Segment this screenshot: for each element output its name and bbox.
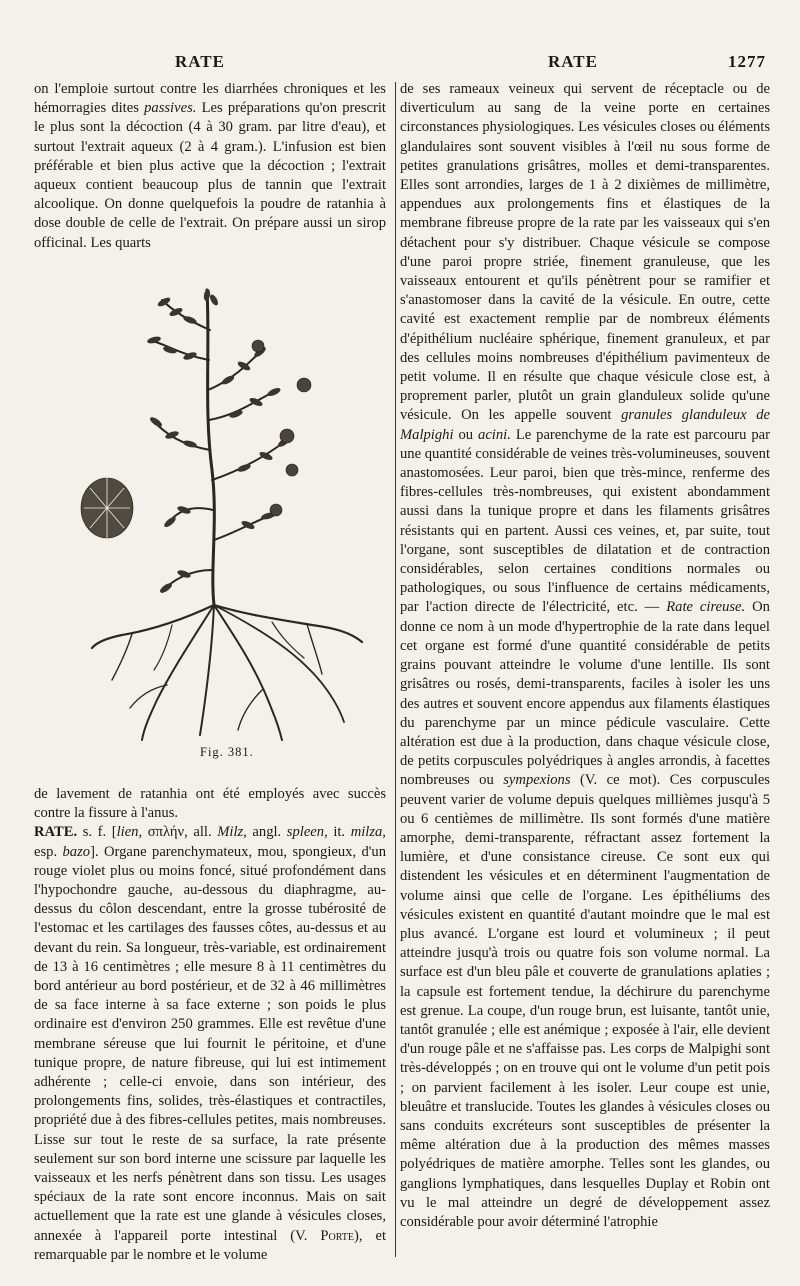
entry-headword: RATE. xyxy=(34,824,78,841)
figure-caption: Fig. 381. xyxy=(200,745,254,759)
fruit-detail xyxy=(81,475,133,538)
running-head-right: RATE xyxy=(548,52,598,71)
running-head-left: RATE xyxy=(175,52,225,71)
rate-entry: RATE. s. f. [lien, σπλήν, all. Milz, angl. spleen, it. milza, esp. bazo]. Organe parenchymateux, mou, spongieux, d'un rouge violet plus ou moins foncé, situé profondément dans l'hypochondre gauche, au-dessous du diaphragme, au-dessus du côlon descendant, entre la grosse tubérosité de l'estomac et les cartilages des fausses côtes, au-dessus et au devant du rein. Sa longueur, très-variable, est ordinairement de 13 à 16 centimètres ; elle mesure 8 à 11 centimètres du bord antérieur au bord postérieur, et de 32 à 46 millimètres de sa face interne à sa face externe ; son poids le plus ordinaire est d'environ 250 grammes. Elle est revêtue d'une membrane séreuse que lui fournit le péritoine, et d'une tunique propre, de nature fibreuse, qui lui est intimement adhérente ; celle-ci envoie, dans son intérieur, des prolongements fins, solides, très-élastiques et contractiles, propriété due à des fibres-cellules petites, mais nombreuses. Lisse sur tout le reste de sa surface, la rate présente seulement sur son bord interne une scissure par laquelle les vaisseaux et les nerfs pénètrent dans son tissu. Les usages spéciaux de la rate sont encore inconnus. Mais on sait actuellement que la rate est une glande à vésicules closes, annexée à l'appareil porte intestinal (V. Porte), et remarquable par le nombre et le volume xyxy=(34,824,386,1263)
left-column-top-text xyxy=(34,80,386,253)
ratanhia-paragraph-end: de lavement de ratanhia ont été employés avec succès contre la fissure à l'anus. xyxy=(34,786,386,822)
page-number: 1277 xyxy=(728,52,766,71)
ratanhia-plant-illustration xyxy=(72,270,372,750)
right-column-paragraph: de ses rameaux veineux qui servent de réceptacle ou de diverticulum au sang de la veine porte en certaines circonstances physiologiques. Les vésicules closes ou éléments glandulaires sont souvent visibles à l'œil nu sous forme de petites granulations grisâtres, molles et demi-transparentes. Elles sont arrondies, larges de 1 à 2 dixièmes de millimètre, appendues aux prolongements fins et élastiques de la membrane fibreuse propre de la rate par les vaisseaux qui s'en détachent pour s'y distribuer. Chaque vésicule se compose d'une paroi propre striée, finement granuleuse, que les vaisseaux entourent et qu'ils pénètrent pour se ramifier et s'anastomoser dans la cavité de la vésicule. En outre, cette cavité est exactement remplie par de nombreux éléments d'épithélium nucléaire sphérique, finement granuleux, et par des cellules moins nombreuses d'épithélium pavimenteux de petit volume. Il en résulte que chaque vésicule close est, à proprement parler, plutôt un grain glanduleux solide qu'une vésicule. On les appelle souvent granules glanduleux de Malpighi ou acini. Le parenchyme de la rate est parcouru par une quantité considérable de veines très-volumineuses, souvent anastomosées. Leur paroi, bien que très-mince, renferme des fibres-cellules très-nombreuses, qui existent abondamment aussi dans la tunique propre et dans les filaments grisâtres résistants qui en partent. Aussi ces veines, et, par suite, tout l'organe, sont susceptibles de dilatation et de contraction considérables, selon certaines conditions normales ou pathologiques, ou sous l'influence de certains médicaments, par l'action directe de l'électricité, etc. — Rate cireuse. On donne ce nom à un mode d'hypertrophie de la rate dans lequel cet organe est formé d'une quantité considérable de petits grains pouvant atteindre le volume d'une lentille. Ils sont grisâtres ou rosés, demi-transparents, faciles à isoler les uns des autres et souvent encore appendus aux filaments élastiques du parenchyme par un mince pédicule vasculaire. Cette altération est due à la production, dans chaque vésicule close, de petits corpuscules polyédriques à angles arrondis, à facettes nombreuses ou sympexions (V. ce mot). Ces corpuscules peuvent varier de volume depuis quelques millièmes jusqu'à 5 ou 6 centièmes de millimètre. Ils sont formés d'une matière amorphe, demi-transparente, réfractant assez fortement la lumière, et d'une consistance cireuse. Ce sont eux qui distendent les vésicules et en déterminent l'augmentation de volume ainsi que celle de l'organe. Les épithéliums des vésicules existent en quantité d'autant moindre que le mal est plus avancé. L'organe est lourd et volumineux ; il peut atteindre jusqu'à trois ou quatre fois son volume normal. La surface est d'un bleu pâle et couverte de granulations aplaties ; la capsule est fortement tendue, la déchirure du parenchyme est grenue. La coupe, d'un rouge brun, est luisante, tantôt unie, tantôt granulée ; elle est anémique ; exposée à l'air, elle devient d'un rouge pâle et ne s'affaisse pas. Les corps de Malpighi sont très-développés ; on en trouve qui ont le volume d'un petit pois ; on parvient facilement à les isoler. Leur coupe est unie, bleuâtre et translucide. Toutes les glandes à vésicules closes ou sans conduits excréteurs sont susceptibles de présenter la même altération due à la production des mêmes masses polyédriques de matière amorphe. Telles sont les glandes, ou ganglions lymphatiques, dans lesquelles Duplay et Robin ont vu le mal atteindre un degré de développement assez considérable pour avoir déterminé l'atrophie xyxy=(400,81,771,1230)
left-column-bottom-text xyxy=(34,785,386,1265)
ratanhia-paragraph: on l'emploie surtout contre les diarrhées chroniques et les hémorragies dites passives. Les préparations qu'on prescrit le plus sont la décoction (4 à 30 gram. par litre d'eau), et surtout l'extrait aqueux (2 à 4 gram.). L'infusion est bien préférable et bien plus active que la décoction ; l'extrait aqueux contient beaucoup plus de tannin que l'extrait alcoolique. On donne quelquefois la poudre de ratanhia à dose double de celle de l'extrait. On prépare aussi un sirop officinal. Les quarts xyxy=(34,81,386,251)
column-rule xyxy=(395,82,396,1257)
right-column-text xyxy=(400,80,770,1232)
